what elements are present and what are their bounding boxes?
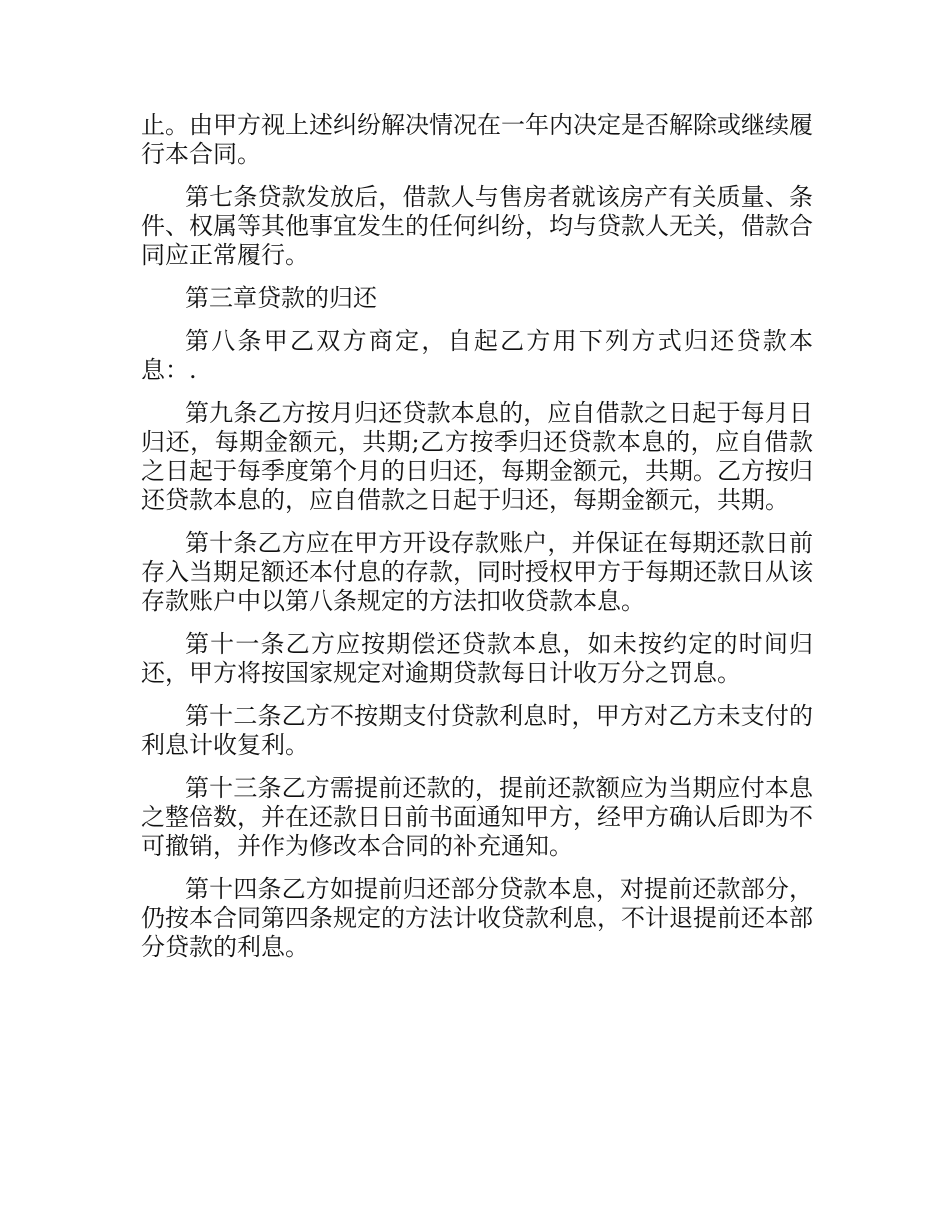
paragraph-article-8: 第八条甲乙双方商定，自起乙方用下列方式归还贷款本息：. <box>141 327 813 384</box>
paragraph-article-13: 第十三条乙方需提前还款的，提前还款额应为当期应付本息之整倍数，并在还款日日前书面通知甲方，经甲方确认后即为不可撤销，并作为修改本合同的补充通知。 <box>141 774 813 860</box>
chapter-heading-3: 第三章贷款的归还 <box>185 284 377 312</box>
paragraph-article-11: 第十一条乙方应按期偿还贷款本息，如未按约定的时间归还，甲方将按国家规定对逾期贷款每日计收万分之罚息。 <box>141 630 813 687</box>
paragraph-article-9: 第九条乙方按月归还贷款本息的，应自借款之日起于每月日归还，每期金额元，共期;乙方按季归还贷款本息的，应自借款之日起于每季度第个月的日归还，每期金额元，共期。乙方按归还贷款本息的，应自借款之日起于归还，每期金额元，共期。 <box>141 399 813 514</box>
paragraph-continuation: 止。由甲方视上述纠纷解决情况在一年内决定是否解除或继续履行本合同。 <box>141 111 813 168</box>
paragraph-article-12: 第十二条乙方不按期支付贷款利息时，甲方对乙方未支付的利息计收复利。 <box>141 702 813 759</box>
paragraph-article-7: 第七条贷款发放后，借款人与售房者就该房产有关质量、条件、权属等其他事宜发生的任何纠纷，均与贷款人无关，借款合同应正常履行。 <box>141 183 813 269</box>
paragraph-article-14: 第十四条乙方如提前归还部分贷款本息，对提前还款部分，仍按本合同第四条规定的方法计收贷款利息，不计退提前还本部分贷款的利息。 <box>141 875 813 961</box>
document-body <box>141 111 813 976</box>
paragraph-article-10: 第十条乙方应在甲方开设存款账户，并保证在每期还款日前存入当期足额还本付息的存款，同时授权甲方于每期还款日从该存款账户中以第八条规定的方法扣收贷款本息。 <box>141 529 813 615</box>
